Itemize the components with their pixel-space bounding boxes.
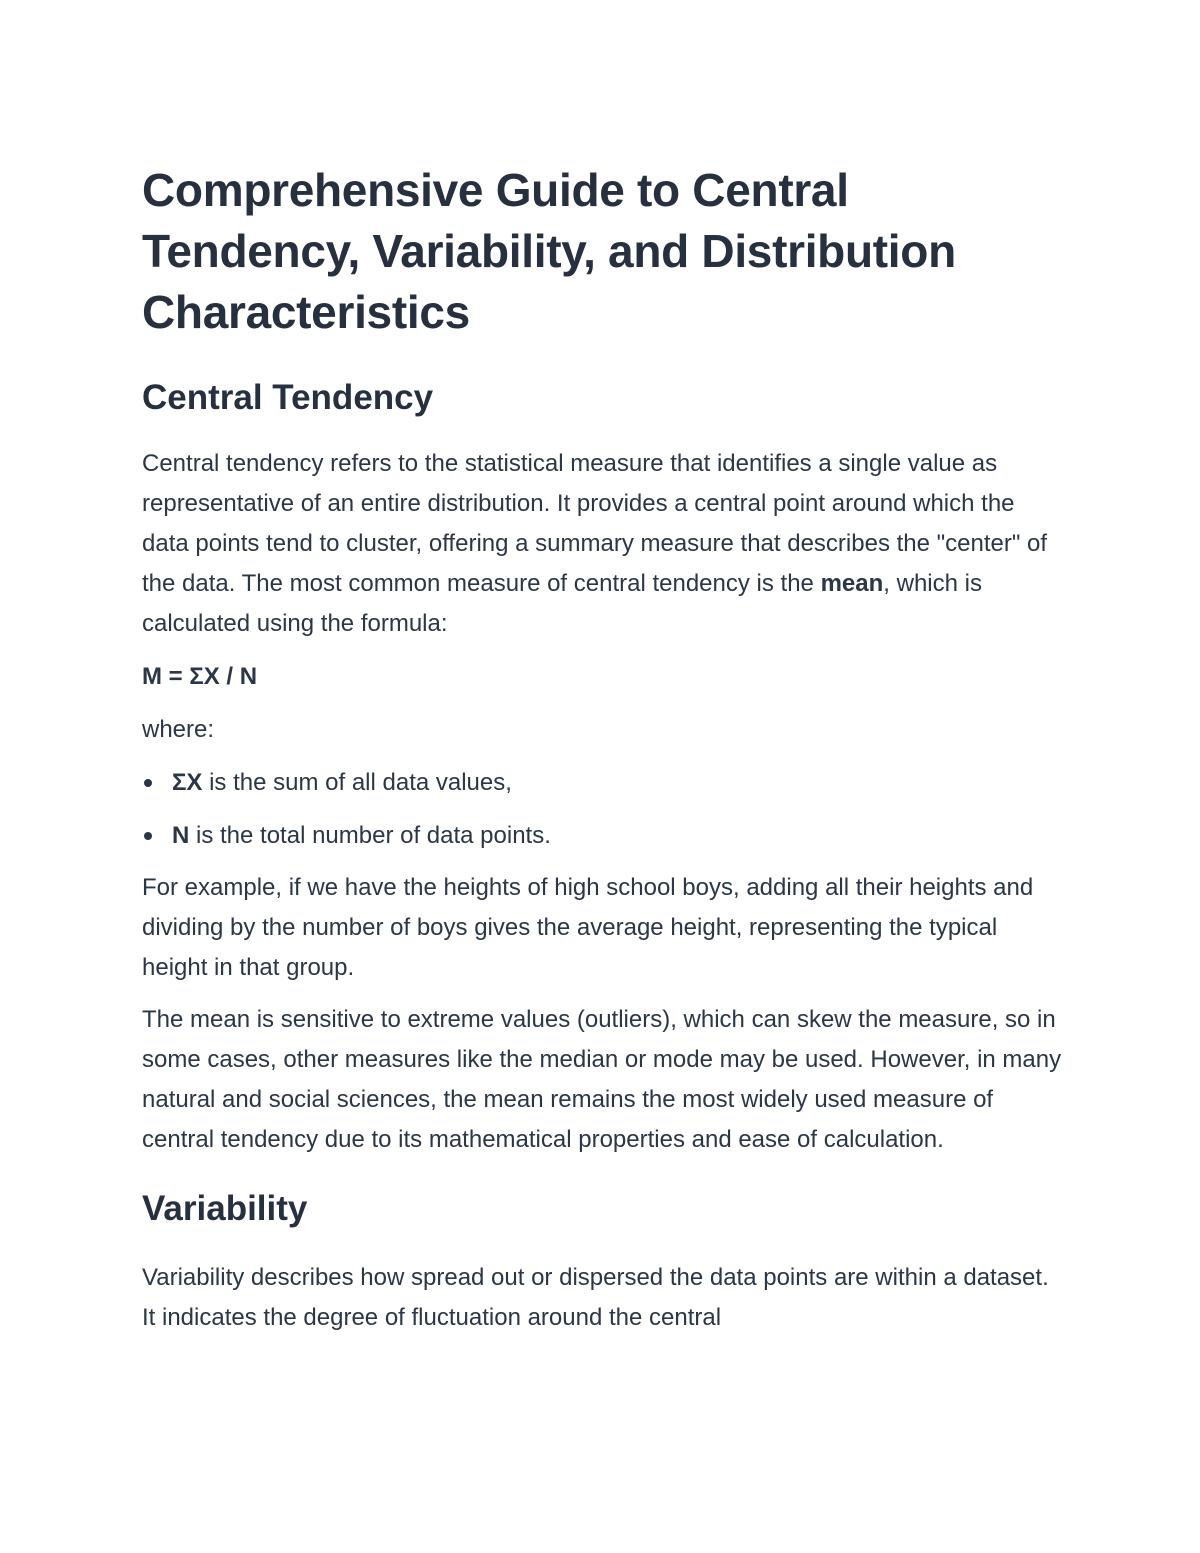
variability-intro: Variability describes how spread out or dispersed the data points are within a dataset. It indicates the degree of fluctuation around the central — [142, 1264, 1049, 1331]
formula-definitions-list — [142, 763, 1067, 856]
section-heading-central-tendency: Central Tendency — [142, 378, 434, 417]
mean-formula — [142, 657, 1067, 697]
definition-text: is the sum of all data values, — [202, 769, 512, 796]
mean-formula-text: M = ΣX / N — [142, 663, 258, 690]
central-tendency-intro — [142, 444, 1067, 644]
definition-term: ΣX — [172, 769, 203, 796]
definition-text: is the total number of data points. — [189, 822, 551, 849]
list-item — [142, 816, 1067, 856]
bullet-icon — [144, 832, 152, 840]
definition-term: N — [172, 822, 190, 849]
list-item — [142, 763, 1067, 803]
document-page — [142, 160, 1067, 1338]
intro-text-end: , which is calculated using the formula: — [142, 570, 982, 637]
where-label: where: — [142, 716, 215, 743]
mean-sensitivity-paragraph: The mean is sensitive to extreme values (outliers), which can skew the measure, so in some cases, other measures like the median or mode may be used. However, in many natural and social sciences, the mean remains the most widely used measure of central tendency due to its mathematical properties and ease of calculation. — [142, 1006, 1062, 1153]
example-paragraph: For example, if we have the heights of high school boys, adding all their heights and dividing by the number of boys gives the average height, representing the typical height in that group. — [142, 874, 1034, 981]
section-heading-variability: Variability — [142, 1189, 308, 1228]
document-title: Comprehensive Guide to Central Tendency, Variability, and Distribution Characteristics — [142, 164, 956, 338]
intro-text-start: Central tendency refers to the statistical measure that identifies a single value as representative of an entire distribution. It provides a central point around which the data points tend to cluster, offering a summary measure that describes the "center" of the data. The most common measure of central tendency is the — [142, 450, 1048, 597]
mean-term: mean — [820, 570, 884, 597]
bullet-icon — [144, 779, 152, 787]
